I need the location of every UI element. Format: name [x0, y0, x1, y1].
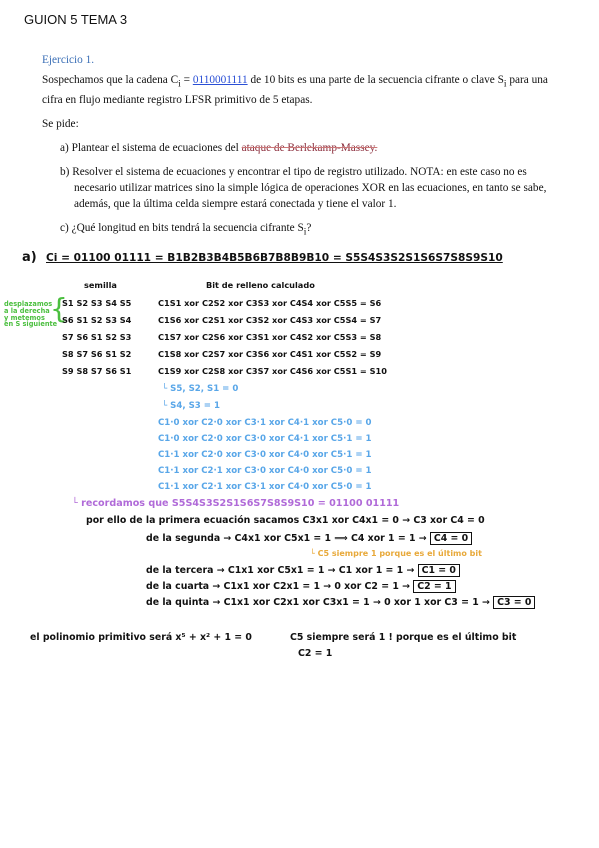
deduction-line [146, 597, 535, 608]
intro-text-3: para una cifra en flujo mediante registro LFSR primitivo de 5 etapas. [42, 74, 548, 107]
blue-equation: C1·0 xor C2·0 xor C3·0 xor C4·1 xor C5·1 = 1 [158, 434, 372, 444]
orange-note: └ C5 siempre 1 porque es el último bit [310, 549, 482, 558]
result-box: C3 = 0 [493, 596, 535, 609]
intro-equals: = [180, 74, 193, 86]
exercise-title: Ejercicio 1. [42, 54, 95, 66]
blue-note: └ S5, S2, S1 = 0 [162, 384, 239, 394]
side-note-line: a la derecha [4, 306, 50, 315]
seed-row: S7 S6 S1 S2 S3 [62, 332, 132, 342]
result-box: C1 = 0 [418, 564, 460, 577]
label-a: a) [22, 250, 37, 265]
equation-row: C1S9 xor C2S8 xor C3S7 xor C4S6 xor C5S1 = S10 [158, 366, 387, 376]
side-note-line: en S siguiente [4, 320, 58, 329]
ci-line: Ci = 01100 01111 = B1B2B3B4B5B6B7B8B9B10 = S5S4S3S2S1S6S7S8S9S10 [46, 252, 503, 264]
col-bit: Bit de relleno calculado [206, 280, 315, 290]
equation-row: C1S7 xor C2S6 xor C3S1 xor C4S2 xor C5S3 = S8 [158, 332, 382, 342]
question-c-end: ? [306, 222, 312, 235]
polynomial-note-2: C2 = 1 [298, 648, 333, 659]
blue-equation: C1·0 xor C2·0 xor C3·1 xor C4·1 xor C5·0 = 0 [158, 418, 372, 428]
seed-row: S9 S8 S7 S6 S1 [62, 366, 132, 376]
se-pide: Se pide: [42, 118, 79, 131]
blue-equation: C1·1 xor C2·1 xor C3·0 xor C4·0 xor C5·0 = 1 [158, 466, 372, 476]
blue-equation: C1·1 xor C2·1 xor C3·1 xor C4·0 xor C5·0 = 1 [158, 482, 372, 492]
question-a-highlight: ataque de Berlekamp-Massey. [241, 142, 378, 155]
brace-icon: { [50, 292, 68, 325]
equation-row: C1S6 xor C2S1 xor C3S2 xor C4S3 xor C5S4 = S7 [158, 315, 382, 325]
question-c-text: c) ¿Qué longitud en bits tendrá la secuencia cifrante S [60, 222, 304, 235]
result-box: C4 = 0 [430, 532, 472, 545]
intro-text-2: de 10 bits es una parte de la secuencia cifrante o clave S [247, 74, 504, 86]
deduction-line [146, 565, 460, 576]
equation-row: C1S8 xor C2S7 xor C3S6 xor C4S1 xor C5S2 = S9 [158, 349, 382, 359]
equation-row: C1S1 xor C2S2 xor C3S3 xor C4S4 xor C5S5 = S6 [158, 298, 382, 308]
intro-subscript: i [178, 79, 181, 90]
blue-note: └ S4, S3 = 1 [162, 401, 220, 411]
seed-row: S1 S2 S3 S4 S5 [62, 298, 132, 308]
deduction-line [146, 533, 472, 544]
side-note-line: y metemos [4, 313, 45, 322]
result-box: C2 = 1 [413, 580, 455, 593]
deduction-text: de la cuarta → C1x1 xor C2x1 = 1 → 0 xor C2 = 1 → [146, 581, 410, 592]
question-b: b) Resolver el sistema de ecuaciones y encontrar el tipo de registro utilizado. NOTA: en este caso no es necesario utilizar matrices sino la simple lógica de operaciones XOR en las ecuaciones, en tanto se sabe, además, que la última celda siempre estará conectada y tiene el valor 1. [60, 166, 547, 211]
intro-subscript-2: i [503, 79, 507, 90]
intro-text: Sospechamos que la cadena C [42, 74, 179, 86]
polynomial-line: el polinomio primitivo será x⁵ + x² + 1 = 0 [30, 632, 252, 643]
blue-equation: C1·1 xor C2·0 xor C3·0 xor C4·0 xor C5·1 = 1 [158, 450, 372, 460]
question-a-text: a) Plantear el sistema de ecuaciones del [60, 142, 242, 155]
deduction-line: por ello de la primera ecuación sacamos C3x1 xor C4x1 = 0 → C3 xor C4 = 0 [86, 515, 485, 526]
deduction-text: de la tercera → C1x1 xor C5x1 = 1 → C1 xor 1 = 1 → [146, 565, 415, 576]
deduction-text: de la segunda → C4x1 xor C5x1 = 1 ⟹ C4 xor 1 = 1 → [146, 533, 427, 544]
deduction-line [146, 581, 456, 592]
question-c-subscript: i [303, 227, 307, 238]
side-note-line: desplazamos [4, 300, 53, 308]
page-title: GUION 5 TEMA 3 [24, 12, 128, 27]
purple-note: └ recordamos que S5S4S3S2S1S6S7S8S9S10 = 01100 01111 [72, 498, 400, 509]
polynomial-note: C5 siempre será 1 ! porque es el último bit [290, 632, 517, 643]
seed-row: S6 S1 S2 S3 S4 [62, 315, 132, 325]
sequence-link[interactable]: 0110001111 [192, 74, 248, 86]
deduction-text: de la quinta → C1x1 xor C2x1 xor C3x1 = 1 → 0 xor 1 xor C3 = 1 → [146, 597, 490, 608]
seed-row: S8 S7 S6 S1 S2 [62, 349, 132, 359]
col-semilla: semilla [84, 280, 117, 290]
